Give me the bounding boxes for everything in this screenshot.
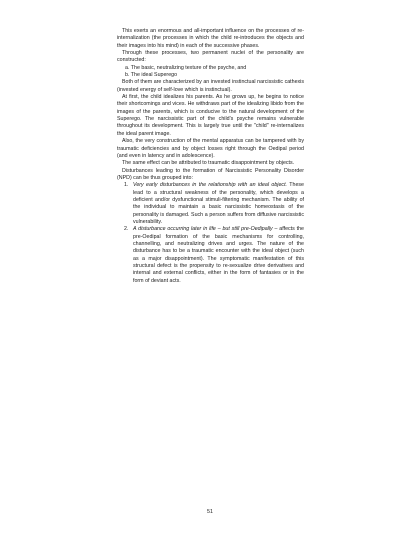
paragraph: The same effect can be attributed to traumatic disappointment by objects. — [122, 160, 295, 167]
page-number: 51 — [207, 509, 213, 515]
item-title: Very early disturbances in the relationship with an ideal object. — [133, 182, 288, 189]
numbered-item — [117, 226, 304, 285]
list-item: a. The basic, neutralizing texture of the psyche, and — [125, 64, 247, 71]
paragraph: Through these processes, two permanent nuclei of the personality are constructed: — [117, 50, 304, 64]
item-body: These lead to a structural weakness of the personality, which develops a deficient and/or dysfunctional stimuli-filtering mechanism. The ability of the individual to maintain a basic narcissistic homeostasis of the personality is damaged. Such a person suffers from diffusive narcissistic vulnerability. — [133, 182, 304, 225]
item-number: 1. — [124, 182, 129, 189]
paragraph: Disturbances leading to the formation of Narcissistic Personality Disorder (NPD) can be thus grouped into: — [117, 167, 304, 181]
paragraph: Also, the very construction of the mental apparatus can be tampered with by traumatic deficiencies and by object losses right through the Oedipal period (and even in latency and in adolescence). — [117, 138, 304, 159]
item-body: – affects the pre-Oedipal formation of the basic mechanisms for controlling, channelling, and neutralizing drives and urges. The nature of the disturbance has to be a traumatic encounter with the ideal object (such as a major disappointment). The symptomatic manifestation of this structural defect is the propensity to re-sexualize drive derivatives and internal and external conflicts, either in the form of fantasies or in the form of deviant acts. — [133, 226, 304, 284]
item-number: 2. — [124, 226, 129, 233]
numbered-item — [117, 182, 304, 226]
body-text — [117, 28, 304, 285]
paragraph: This exerts an enormous and all-important influence on the processes of re-internalization (the processes in which the child re-introduces the objects and their images into his mind) in each of the successive phases. — [117, 28, 304, 49]
paragraph: At first, the child idealizes his parents. As he grows up, he begins to notice their shortcomings and vices. He withdraws part of the idealizing libido from the images of the parents, which is conducive to the natural development of the Superego. The narcissistic part of the child's psyche remains vulnerable throughout its development. This is largely true until the "child" re-internalizes the ideal parent image. — [117, 94, 304, 137]
paragraph: Both of them are characterized by an invested instinctual narcissistic cathexis (invested energy of self-love which is instinctual). — [117, 79, 304, 93]
item-title: A disturbance occurring later in life – but still pre-Oedipally — [133, 226, 273, 233]
list-item: b. The ideal Superego — [125, 72, 178, 79]
